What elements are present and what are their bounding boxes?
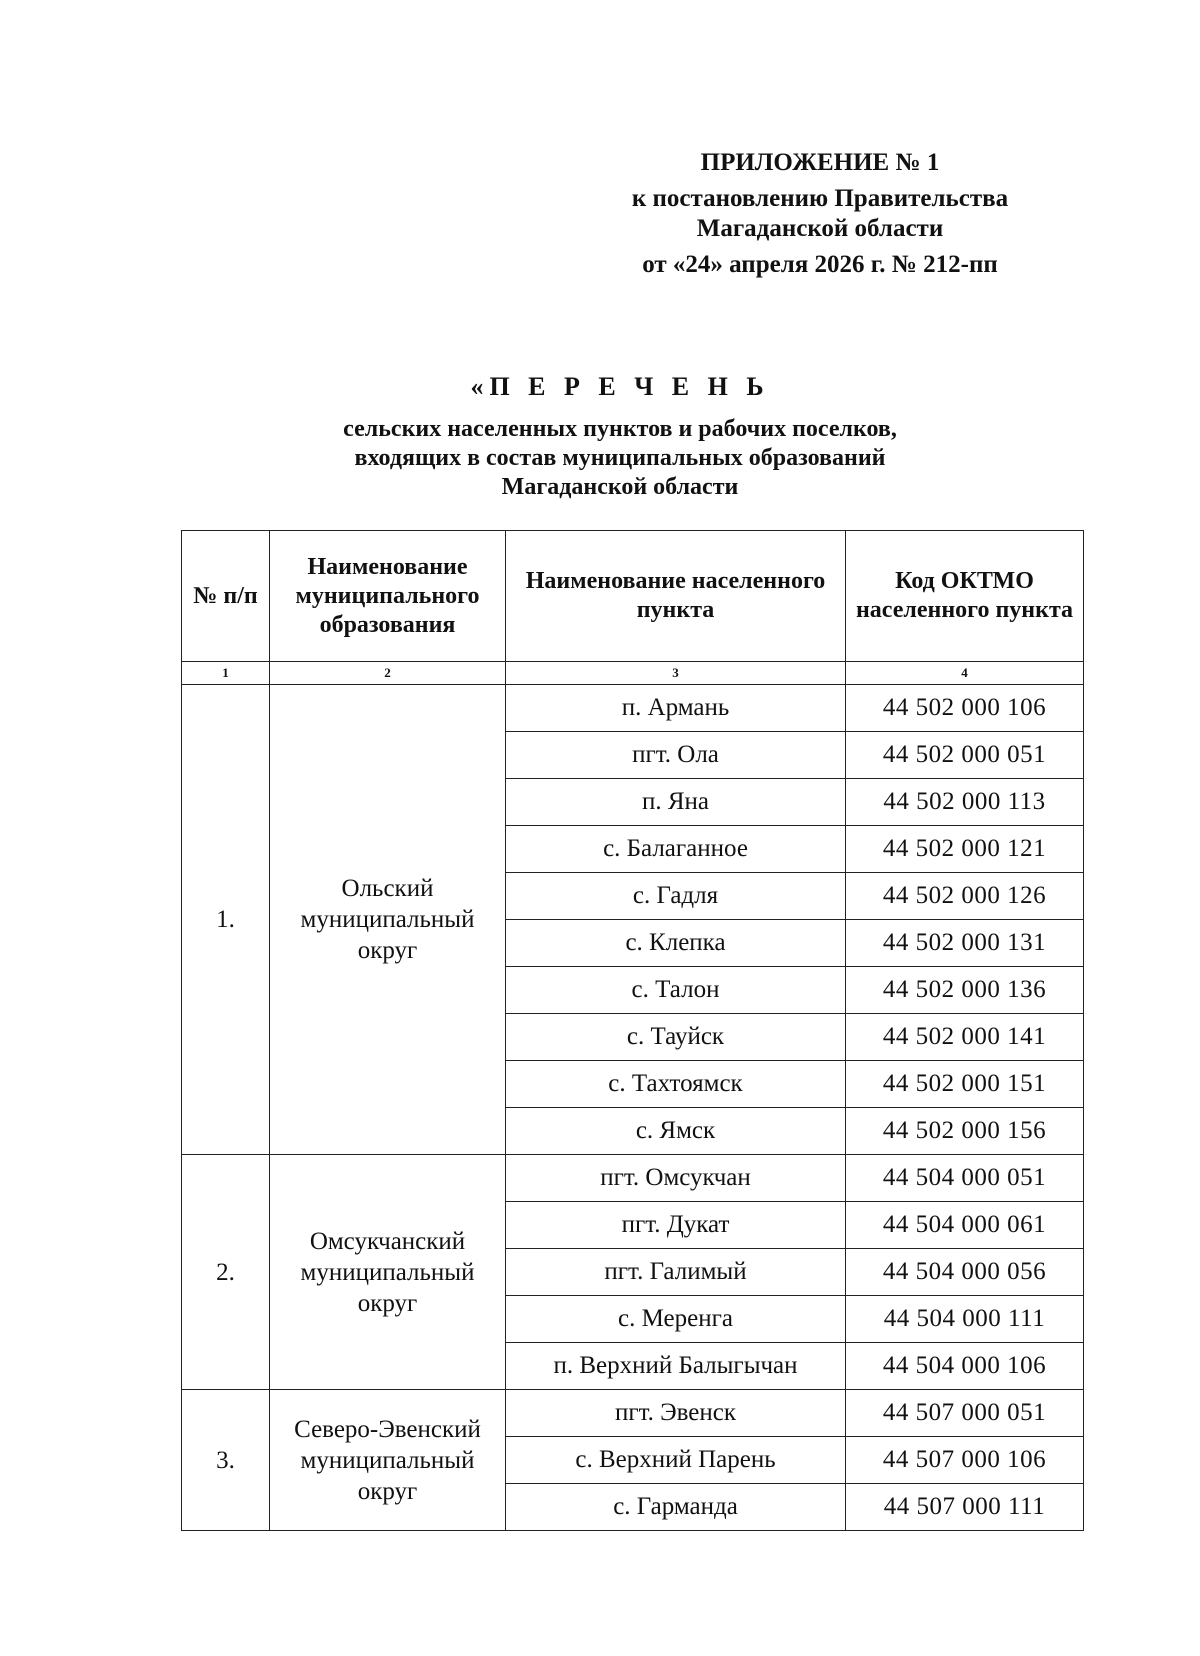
oktmo-code: 44 504 000 051 [846, 1155, 1084, 1202]
appendix-line-1: к постановлению Правительства [631, 185, 1009, 212]
oktmo-code: 44 504 000 056 [846, 1249, 1084, 1296]
heading-sub-2: входящих в состав муниципальных образований [354, 445, 886, 471]
column-numbers-row [182, 662, 1084, 685]
settlement-name: с. Гадля [506, 873, 846, 920]
settlement-name: пгт. Эвенск [506, 1390, 846, 1437]
municipality-name: Северо-Эвенский муниципальный округ [270, 1390, 506, 1531]
row-number: 1. [182, 685, 270, 1155]
oktmo-code: 44 504 000 061 [846, 1202, 1084, 1249]
table-row [182, 1155, 1084, 1202]
settlement-name: пгт. Дукат [506, 1202, 846, 1249]
municipality-name: Омсукчанский муниципальный округ [270, 1155, 506, 1390]
oktmo-code: 44 504 000 111 [846, 1296, 1084, 1343]
header-oktmo-code: Код ОКТМО населенного пункта [846, 531, 1084, 662]
column-number: 4 [846, 662, 1084, 685]
oktmo-code: 44 502 000 151 [846, 1061, 1084, 1108]
settlement-name: с. Талон [506, 967, 846, 1014]
header-number: № п/п [182, 531, 270, 662]
row-number: 2. [182, 1155, 270, 1390]
header-settlement: Наименование населенного пункта [506, 531, 846, 662]
oktmo-code: 44 502 000 121 [846, 826, 1084, 873]
document-heading [180, 372, 1060, 502]
settlement-name: пгт. Омсукчан [506, 1155, 846, 1202]
settlement-name: с. Тахтоямск [506, 1061, 846, 1108]
oktmo-code: 44 502 000 126 [846, 873, 1084, 920]
oktmo-code: 44 504 000 106 [846, 1343, 1084, 1390]
settlement-name: с. Меренга [506, 1296, 846, 1343]
oktmo-code: 44 507 000 106 [846, 1437, 1084, 1484]
appendix-date: от «24» апреля 2026 г. № 212-пп [642, 251, 998, 278]
settlement-name: с. Верхний Парень [506, 1437, 846, 1484]
settlement-name: п. Яна [506, 779, 846, 826]
heading-sub-1: сельских населенных пунктов и рабочих поселков, [343, 416, 897, 442]
settlements-table [181, 530, 1084, 1531]
settlement-name: п. Верхний Балыгычан [506, 1343, 846, 1390]
column-number: 1 [182, 662, 270, 685]
oktmo-code: 44 502 000 156 [846, 1108, 1084, 1155]
municipality-name: Ольский муниципальный округ [270, 685, 506, 1155]
appendix-block [600, 148, 1040, 280]
appendix-line-2: Магаданской области [696, 215, 944, 242]
settlement-name: с. Клепка [506, 920, 846, 967]
settlement-name: пгт. Галимый [506, 1249, 846, 1296]
table-row [182, 1390, 1084, 1437]
oktmo-code: 44 507 000 111 [846, 1484, 1084, 1531]
column-number: 3 [506, 662, 846, 685]
header-municipality: Наименование муниципального образования [270, 531, 506, 662]
oktmo-code: 44 502 000 106 [846, 685, 1084, 732]
table-row [182, 685, 1084, 732]
oktmo-code: 44 502 000 131 [846, 920, 1084, 967]
settlement-name: с. Гарманда [506, 1484, 846, 1531]
settlement-name: с. Тауйск [506, 1014, 846, 1061]
oktmo-code: 44 502 000 051 [846, 732, 1084, 779]
settlement-name: с. Балаганное [506, 826, 846, 873]
row-number: 3. [182, 1390, 270, 1531]
appendix-title: ПРИЛОЖЕНИЕ № 1 [700, 149, 940, 176]
settlement-name: п. Армань [506, 685, 846, 732]
oktmo-code: 44 502 000 113 [846, 779, 1084, 826]
heading-main: «П Е Р Е Ч Е Н Ь [470, 372, 770, 401]
oktmo-code: 44 502 000 141 [846, 1014, 1084, 1061]
table-header-row [182, 531, 1084, 662]
settlement-name: с. Ямск [506, 1108, 846, 1155]
heading-sub-3: Магаданской области [501, 474, 739, 500]
settlement-name: пгт. Ола [506, 732, 846, 779]
table-body [182, 685, 1084, 1531]
column-number: 2 [270, 662, 506, 685]
oktmo-code: 44 502 000 136 [846, 967, 1084, 1014]
oktmo-code: 44 507 000 051 [846, 1390, 1084, 1437]
